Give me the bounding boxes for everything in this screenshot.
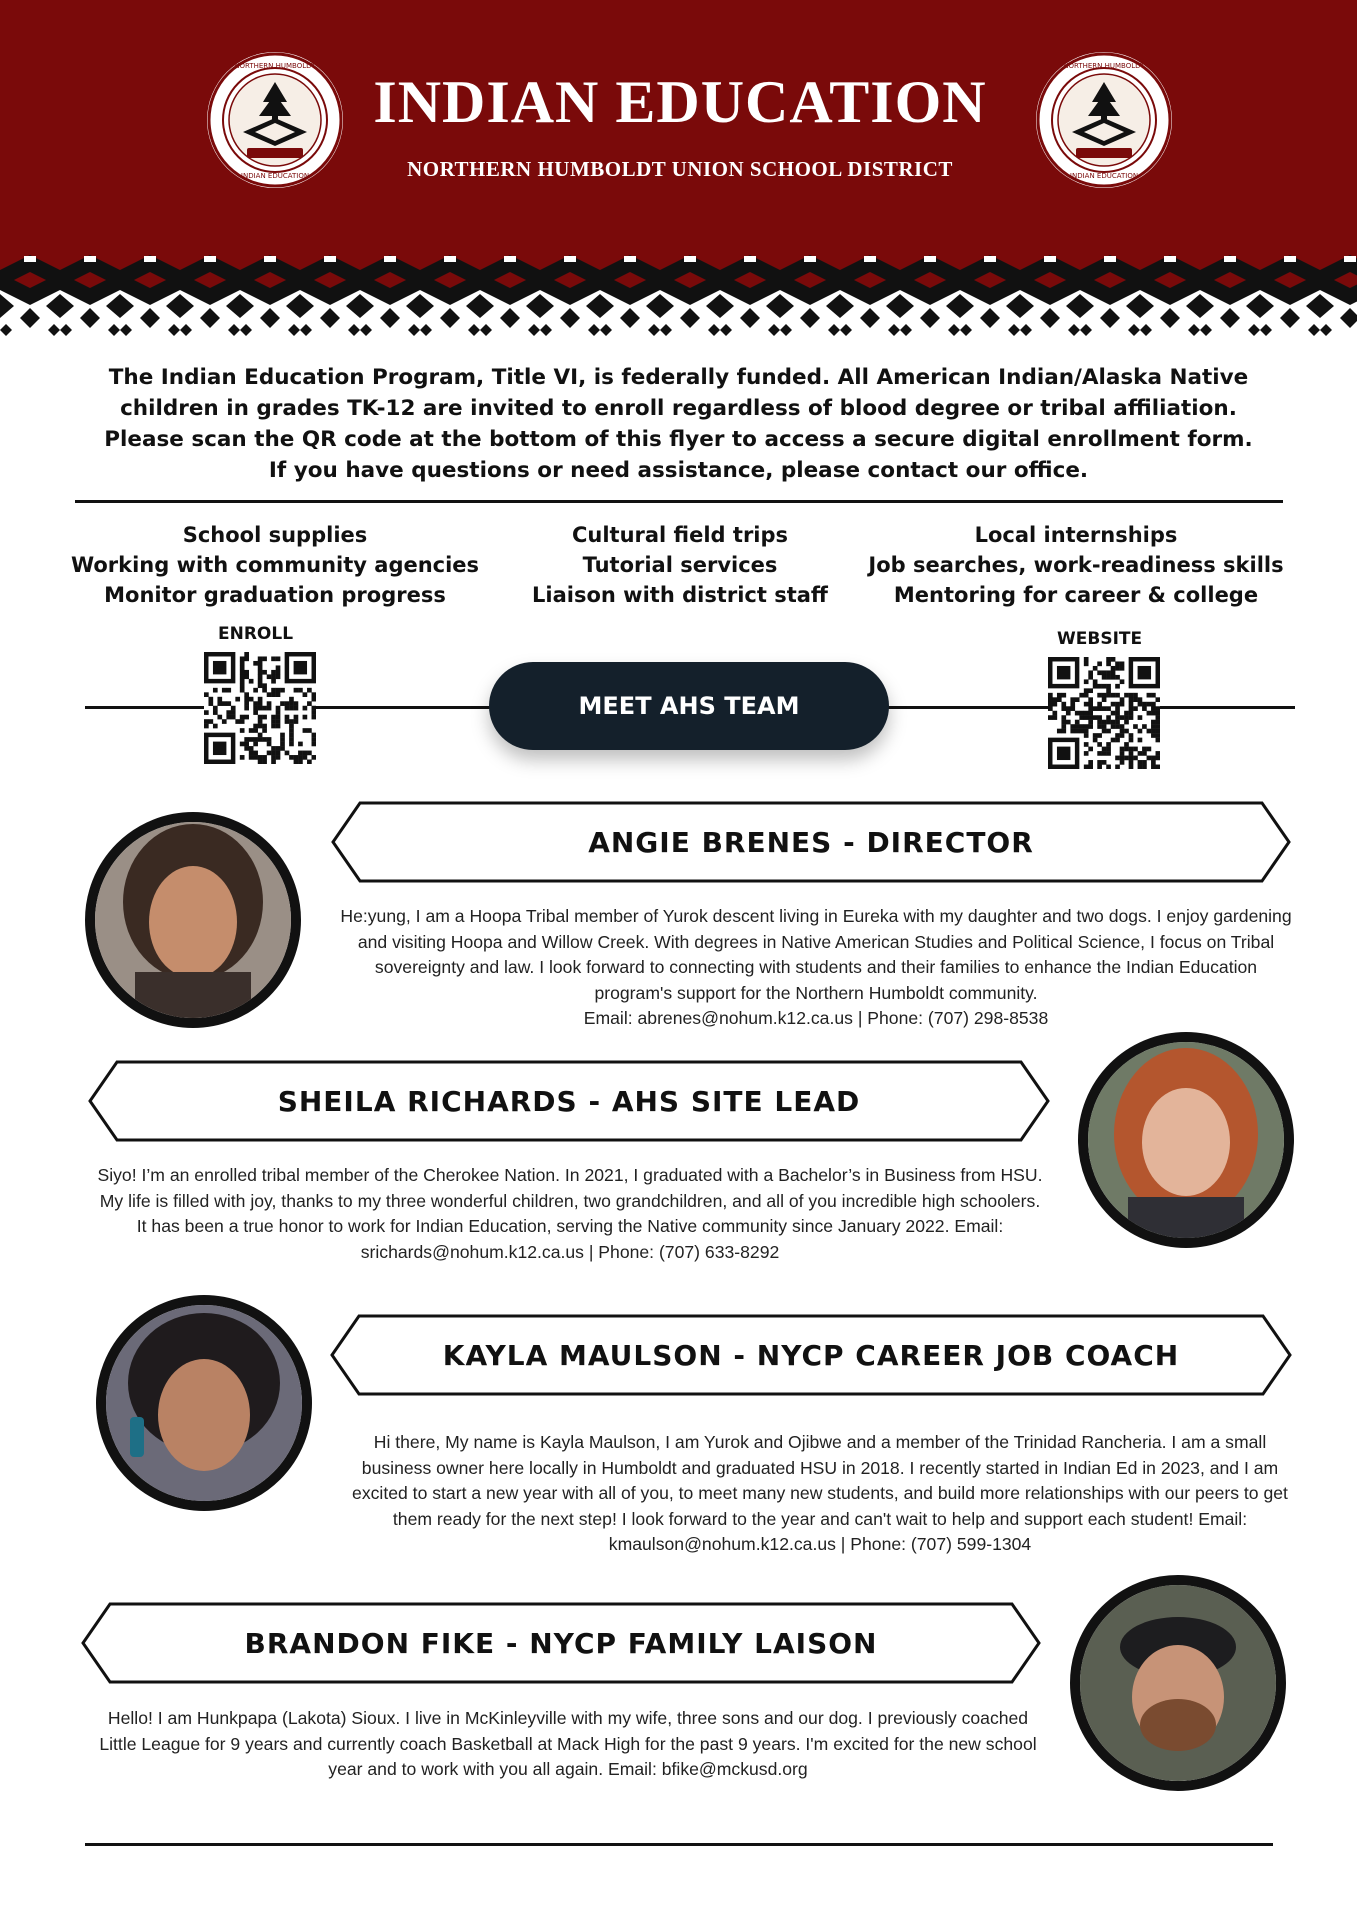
brandon-fike-name: BRANDON FIKE - NYCP FAMILY LAISON	[244, 1626, 878, 1660]
brandon-fike-photo	[1070, 1575, 1286, 1791]
service-item: Working with community agencies	[70, 553, 480, 577]
website-qr-code[interactable]	[1048, 657, 1160, 769]
brandon-fike-bio: Hello! I am Hunkpapa (Lakota) Sioux. I live in McKinleyville with my wife, three sons and our dog. I previously coached Little League for 9 years and currently coach Basketball at Mack High for the past 9 years. I'm excited for the new school year and to work with you all again. Email: bfike@mckusd.org	[99, 1708, 1037, 1779]
sheila-richards-name-banner	[87, 1059, 1051, 1143]
service-item: Tutorial services	[582, 553, 778, 577]
kayla-maulson-name-banner	[329, 1313, 1293, 1397]
angie-brenes-name-banner	[330, 800, 1292, 884]
svg-text:NORTHERN HUMBOLDT: NORTHERN HUMBOLDT	[1063, 62, 1145, 70]
district-subtitle: NORTHERN HUMBOLDT UNION SCHOOL DISTRICT	[407, 157, 953, 181]
svg-text:INDIAN EDUCATION: INDIAN EDUCATION	[240, 172, 310, 180]
website-label: WEBSITE	[1057, 629, 1143, 649]
sheila-richards-photo	[1078, 1032, 1294, 1248]
district-seal-logo	[1036, 52, 1172, 188]
angie-brenes-photo	[85, 812, 301, 1028]
enroll-label: ENROLL	[218, 624, 294, 644]
service-item: Monitor graduation progress	[104, 583, 446, 607]
service-item: Cultural field trips	[571, 523, 789, 547]
service-item: Local internships	[974, 523, 1178, 547]
divider	[75, 500, 1283, 503]
program-intro-text: The Indian Education Program, Title VI, is federally funded. All American Indian/Alaska Native children in grades TK-12 are invited to enroll regardless of blood degree or tribal affiliation. Please scan the QR code at the bottom of this flyer to access a secure digital enrollment form. If you have questions or need assistance, please contact our office.	[104, 365, 1253, 483]
svg-text:NORTHERN HUMBOLDT: NORTHERN HUMBOLDT	[234, 62, 316, 70]
sheila-richards-name: SHEILA RICHARDS - AHS SITE LEAD	[277, 1084, 861, 1118]
geometric-pattern-band	[0, 250, 1357, 340]
service-item: Job searches, work-readiness skills	[868, 553, 1284, 577]
page-title: INDIAN EDUCATION	[373, 69, 987, 135]
services-column-3	[866, 520, 1286, 610]
service-item: Liaison with district staff	[532, 583, 828, 607]
kayla-maulson-name: KAYLA MAULSON - NYCP CAREER JOB COACH	[442, 1338, 1180, 1372]
kayla-maulson-photo	[96, 1295, 312, 1511]
angie-brenes-bio: He:yung, I am a Hoopa Tribal member of Yurok descent living in Eureka with my daughter and two dogs. I enjoy gardening and visiting Hoopa and Willow Creek. With degrees in Native American Studies and Political Science, I focus on Tribal sovereignty and law. I look forward to connecting with students and their families to enhance the Indian Education program's support for the Northern Humboldt community. Email: abrenes@nohum.k12.ca.us | Phone: (707) 298-8538	[335, 904, 1297, 1032]
brandon-fike-name-banner	[80, 1601, 1042, 1685]
meet-team-button[interactable]: MEET AHS TEAM	[489, 662, 889, 750]
footer-divider	[85, 1843, 1273, 1846]
svg-text:INDIAN EDUCATION: INDIAN EDUCATION	[1069, 172, 1139, 180]
sheila-richards-bio: Siyo! I’m an enrolled tribal member of the Cherokee Nation. In 2021, I graduated with a Bachelor’s in Business from HSU. My life is filled with joy, thanks to my three wonderful children, two grandchildren, and all of you incredible high schoolers. It has been a true honor to work for Indian Education, serving the Native community since January 2022. Email: srichards@nohum.k12.ca.us | Phone: (707) 633-8292	[97, 1165, 1043, 1262]
header-banner	[0, 0, 1357, 255]
service-item: Mentoring for career & college	[893, 583, 1259, 607]
kayla-maulson-bio: Hi there, My name is Kayla Maulson, I am Yurok and Ojibwe and a member of the Trinidad Rancheria. I am a small business owner here locally in Humboldt and graduated HSU in 2018. I recently started in Indian Ed in 2023, and I am excited to start a new year with all of you, to meet many new students, and build more relationships with our peers to get them ready for the next step! I look forward to the year and can't wait to help and support each student! Email: kmaulson@nohum.k12.ca.us | Phone: (707) 599-1304	[352, 1432, 1288, 1554]
services-column-2	[520, 520, 840, 610]
service-item: School supplies	[182, 523, 368, 547]
enroll-qr-code[interactable]	[204, 652, 316, 764]
angie-brenes-name: ANGIE BRENES - DIRECTOR	[588, 825, 1034, 859]
services-column-1	[65, 520, 485, 610]
angie-brenes-contact: Email: abrenes@nohum.k12.ca.us | Phone: (707) 298-8538	[583, 1008, 1049, 1028]
district-seal-logo	[207, 52, 343, 188]
